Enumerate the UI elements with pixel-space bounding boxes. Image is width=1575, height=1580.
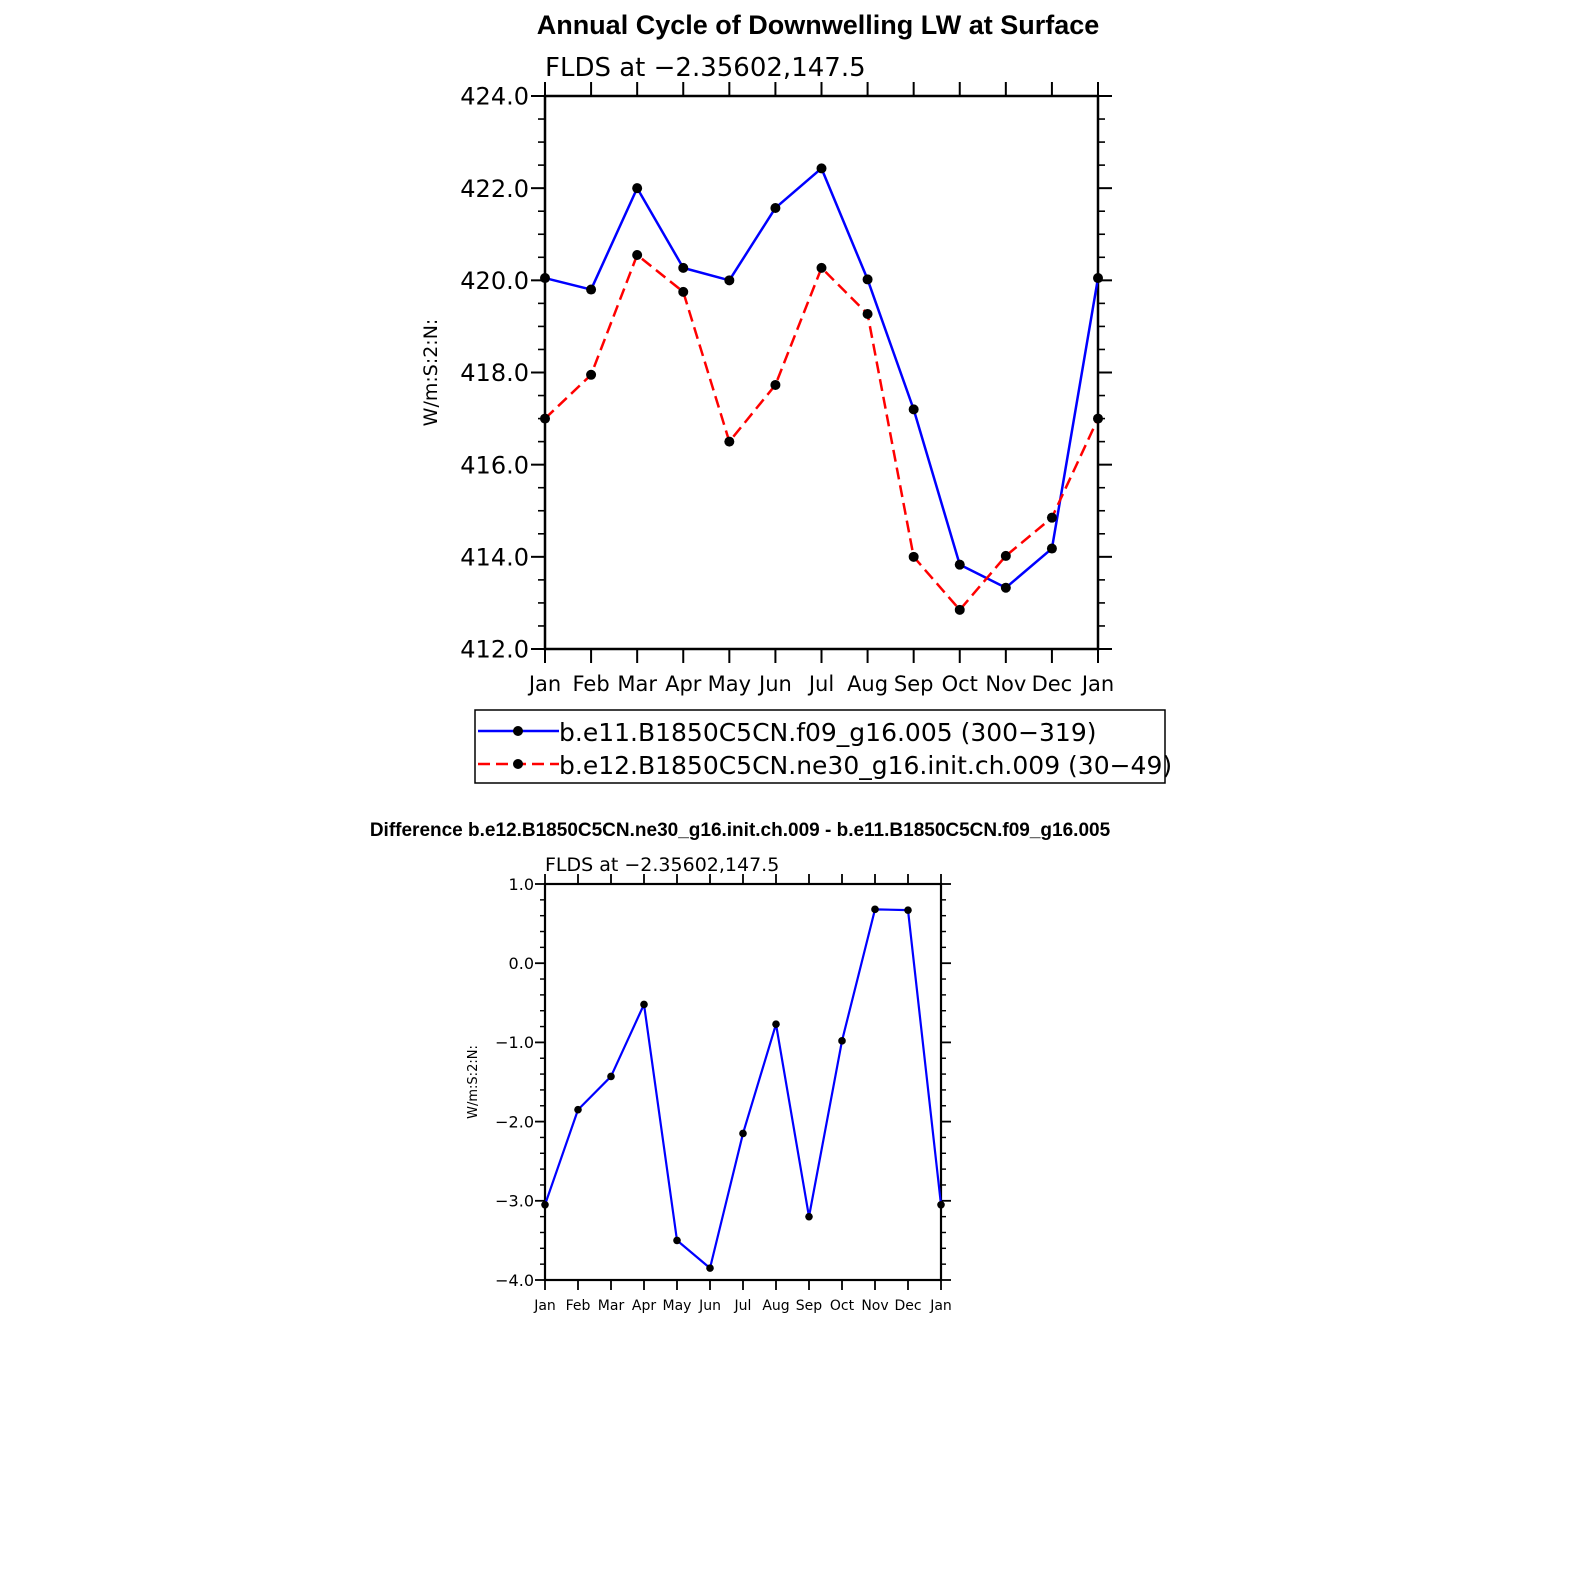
x-tick-label: Aug: [762, 1298, 790, 1314]
x-tick-label: Jun: [759, 672, 792, 696]
x-tick-label: Apr: [665, 672, 702, 696]
legend-marker-1: [513, 726, 523, 736]
x-tick-label: Nov: [985, 672, 1027, 696]
x-tick-label: Nov: [861, 1298, 889, 1314]
data-point: [541, 1201, 549, 1209]
y-tick-label: −3.0: [495, 1191, 534, 1211]
chart-subtitle: FLDS at −2.35602,147.5: [545, 854, 780, 876]
y-axis-label: W/m:S:2:N:: [466, 1045, 481, 1119]
data-point: [678, 263, 688, 273]
data-point: [632, 250, 642, 260]
data-point: [871, 906, 879, 914]
plot-frame: [545, 96, 1098, 649]
data-point: [1001, 583, 1011, 593]
x-tick-label: Jan: [528, 672, 562, 696]
y-tick-label: 412.0: [460, 635, 529, 664]
data-point: [955, 560, 965, 570]
y-tick-label: −2.0: [495, 1112, 534, 1132]
x-tick-label: Oct: [829, 1298, 855, 1314]
x-tick-label: Aug: [847, 672, 889, 696]
data-point: [838, 1037, 846, 1045]
legend-label-1: b.e11.B1850C5CN.f09_g16.005 (300−319): [559, 718, 1097, 747]
y-tick-label: −4.0: [495, 1270, 534, 1290]
y-tick-label: 0.0: [508, 953, 534, 973]
data-point: [574, 1106, 582, 1114]
chart-subtitle: FLDS at −2.35602,147.5: [545, 53, 866, 83]
data-point: [863, 274, 873, 284]
data-point: [909, 552, 919, 562]
series-line-1: [545, 168, 1098, 587]
data-point: [1047, 513, 1057, 523]
data-point: [770, 380, 780, 390]
data-point: [586, 370, 596, 380]
x-tick-label: Oct: [941, 672, 978, 696]
x-tick-label: Jun: [699, 1298, 721, 1314]
y-tick-label: 414.0: [460, 543, 529, 572]
x-tick-label: Jul: [734, 1298, 752, 1314]
data-point: [1047, 544, 1057, 554]
data-point: [640, 1001, 648, 1009]
x-tick-label: Jan: [1081, 672, 1115, 696]
x-tick-label: Sep: [893, 672, 934, 696]
data-point: [706, 1264, 714, 1272]
x-tick-label: Dec: [894, 1298, 922, 1314]
data-point: [863, 309, 873, 319]
data-point: [937, 1201, 945, 1209]
data-point: [817, 263, 827, 273]
data-point: [904, 906, 912, 914]
x-tick-label: Apr: [631, 1298, 657, 1314]
legend-marker-2: [513, 759, 523, 769]
figure-title: Annual Cycle of Downwelling LW at Surface: [536, 10, 1100, 40]
y-tick-label: 420.0: [460, 266, 529, 295]
difference-chart: [466, 854, 952, 1314]
data-point: [540, 414, 550, 424]
y-axis-label: W/m:S:2:N:: [420, 318, 442, 427]
y-tick-label: 418.0: [460, 359, 529, 388]
x-tick-label: Jul: [808, 672, 835, 696]
data-point: [739, 1130, 747, 1138]
data-point: [770, 203, 780, 213]
x-tick-label: Feb: [565, 1298, 591, 1314]
y-tick-label: −1.0: [495, 1033, 534, 1053]
y-tick-label: 416.0: [460, 451, 529, 480]
x-tick-label: May: [662, 1298, 692, 1314]
data-point: [607, 1073, 615, 1081]
series-line-1: [545, 909, 941, 1268]
data-point: [632, 183, 642, 193]
data-point: [909, 404, 919, 414]
x-tick-label: Jan: [534, 1298, 556, 1314]
data-point: [724, 275, 734, 285]
data-point: [817, 163, 827, 173]
y-tick-label: 1.0: [508, 874, 534, 894]
data-point: [1093, 273, 1103, 283]
upper-chart: [420, 53, 1114, 696]
x-tick-label: Sep: [795, 1298, 823, 1314]
x-tick-label: May: [707, 672, 752, 696]
legend-label-2: b.e12.B1850C5CN.ne30_g16.init.ch.009 (30−49): [559, 751, 1173, 780]
x-tick-label: Mar: [617, 672, 657, 696]
data-point: [586, 285, 596, 295]
data-point: [772, 1020, 780, 1028]
difference-title: Difference b.e12.B1850C5CN.ne30_g16.init.ch.009 - b.e11.B1850C5CN.f09_g16.005: [369, 820, 1111, 841]
y-tick-label: 422.0: [460, 174, 529, 203]
data-point: [540, 273, 550, 283]
y-tick-label: 424.0: [460, 82, 529, 111]
data-point: [724, 437, 734, 447]
data-point: [805, 1213, 813, 1221]
series-line-2: [545, 255, 1098, 610]
data-point: [1093, 414, 1103, 424]
data-point: [955, 605, 965, 615]
x-tick-label: Mar: [597, 1298, 625, 1314]
data-point: [673, 1237, 681, 1245]
data-point: [678, 287, 688, 297]
legend: [475, 710, 1172, 783]
x-tick-label: Dec: [1031, 672, 1073, 696]
x-tick-label: Feb: [572, 672, 610, 696]
data-point: [1001, 551, 1011, 561]
x-tick-label: Jan: [930, 1298, 952, 1314]
